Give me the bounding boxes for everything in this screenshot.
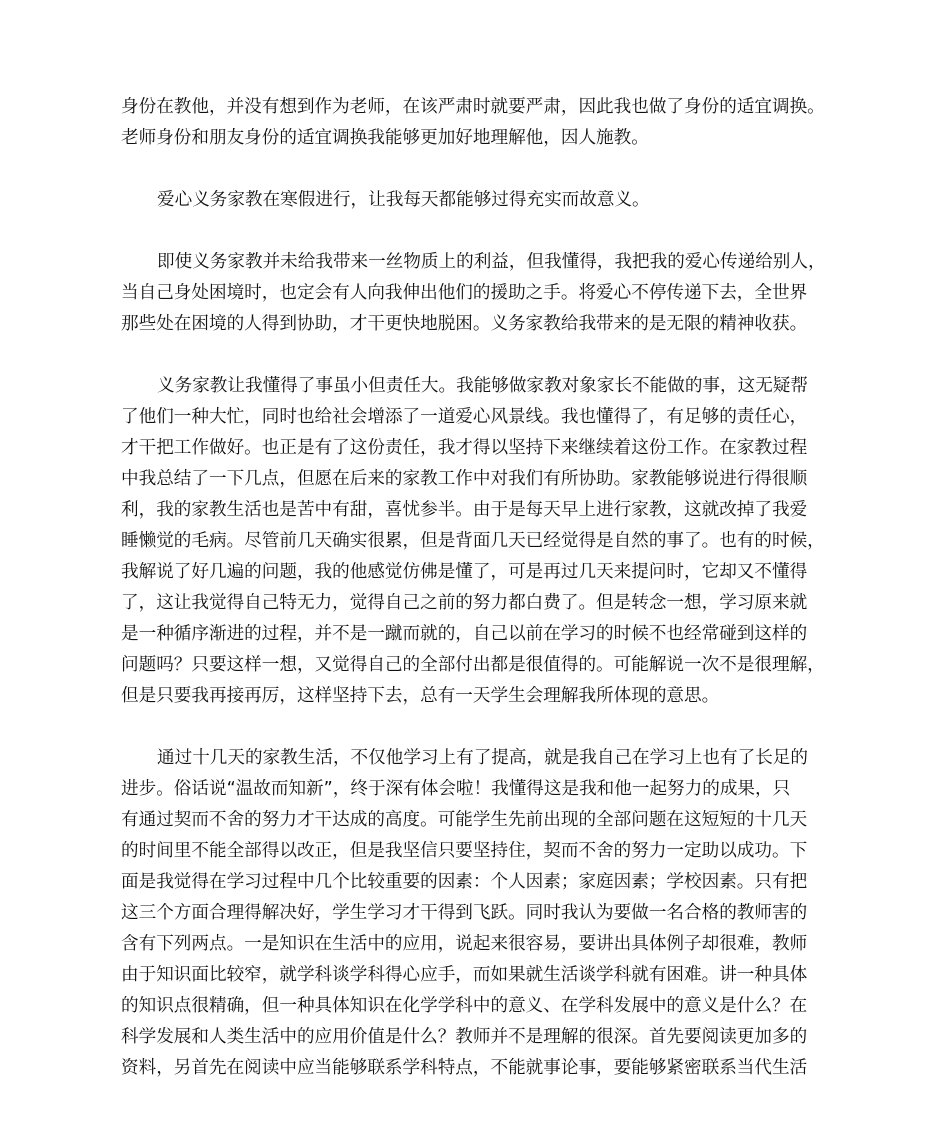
text-line: 义务家教让我懂得了事虽小但责任大。我能够做家教对象家长不能做的事，这无疑帮 [157,376,808,396]
paragraph [121,185,839,216]
text-line: 由于知识面比较窄，就学科谈学科得心应手，而如果就生活谈学科就有困难。讲一种具体 [121,965,808,985]
paragraph [121,743,839,1084]
text-line: 睡懒觉的毛病。尽管前几天确实很累，但是背面几天已经觉得是自然的事了。也有的时候， [121,531,825,551]
text-line: 这三个方面合理得解决好，学生学习才干得到飞跃。同时我认为要做一名合格的教师害的 [121,903,808,923]
text-line: 通过十几天的家教生活，不仅他学习上有了提高，就是我自己在学习上也有了长足的 [157,748,808,768]
text-line: 科学发展和人类生活中的应用价值是什么？教师并不是理解的很深。首先要阅读更加多的 [121,1027,808,1047]
text-line: 了他们一种大忙，同时也给社会增添了一道爱心风景线。我也懂得了，有足够的责任心， [121,407,808,427]
text-line: 中我总结了一下几点，但愿在后来的家教工作中对我们有所协助。家教能够说进行得很顺 [121,469,808,489]
text-line: 利，我的家教生活也是苦中有甜，喜忧参半。由于是每天早上进行家教，这就改掉了我爱 [121,500,808,520]
paragraph [121,371,839,712]
text-line: 了，这让我觉得自己特无力，觉得自己之前的努力都白费了。但是转念一想，学习原来就 [121,593,808,613]
text-line: 老师身份和朋友身份的适宜调换我能够更加好地理解他，因人施教。 [121,128,649,148]
paragraph [121,92,839,154]
text-line: 问题吗？只要这样一想，又觉得自己的全部付出都是很值得的。可能解说一次不是很理解， [121,655,825,675]
text-line: 才干把工作做好。也正是有了这份责任，我才得以坚持下来继续着这份工作。在家教过程 [121,438,808,458]
text-line: 有通过契而不舍的努力才干达成的高度。可能学生先前出现的全部问题在这短短的十几天 [121,810,808,830]
text-line: 的知识点很精确，但一种具体知识在化学学科中的意义、在学科发展中的意义是什么？在 [121,996,808,1016]
text-line: 资料，另首先在阅读中应当能够联系学科特点，不能就事论事，要能够紧密联系当代生活 [121,1058,808,1078]
paragraph [121,247,839,340]
text-line: 那些处在困境的人得到协助，才干更快地脱困。义务家教给我带来的是无限的精神收获。 [121,314,808,334]
text-line: 当自己身处困境时，也定会有人向我伸出他们的援助之手。将爱心不停传递下去，全世界 [121,283,808,303]
text-line: 面是我觉得在学习过程中几个比较重要的因素：个人因素；家庭因素；学校因素。只有把 [121,872,808,892]
text-line: 进步。俗话说“温故而知新”，终于深有体会啦！我懂得这是我和他一起努力的成果，只 [121,779,791,799]
document-body [121,92,839,1115]
text-line: 含有下列两点。一是知识在生活中的应用，说起来很容易，要讲出具体例子却很难，教师 [121,934,808,954]
text-line: 的时间里不能全部得以改正，但是我坚信只要坚持住，契而不舍的努力一定助以成功。下 [121,841,808,861]
text-line: 但是只要我再接再厉，这样坚持下去，总有一天学生会理解我所体现的意思。 [121,686,720,706]
text-line: 我解说了好几遍的问题，我的他感觉仿佛是懂了，可是再过几天来提问时，它却又不懂得 [121,562,808,582]
text-line: 爱心义务家教在寒假进行，让我每天都能够过得充实而故意义。 [157,190,650,210]
text-line: 是一种循序渐进的过程，并不是一蹴而就的，自己以前在学习的时候不也经常碰到这样的 [121,624,808,644]
text-line: 身份在教他，并没有想到作为老师，在该严肃时就要严肃，因此我也做了身份的适宜调换。 [121,97,825,117]
text-line: 即使义务家教并未给我带来一丝物质上的利益，但我懂得，我把我的爱心传递给别人， [157,252,826,272]
